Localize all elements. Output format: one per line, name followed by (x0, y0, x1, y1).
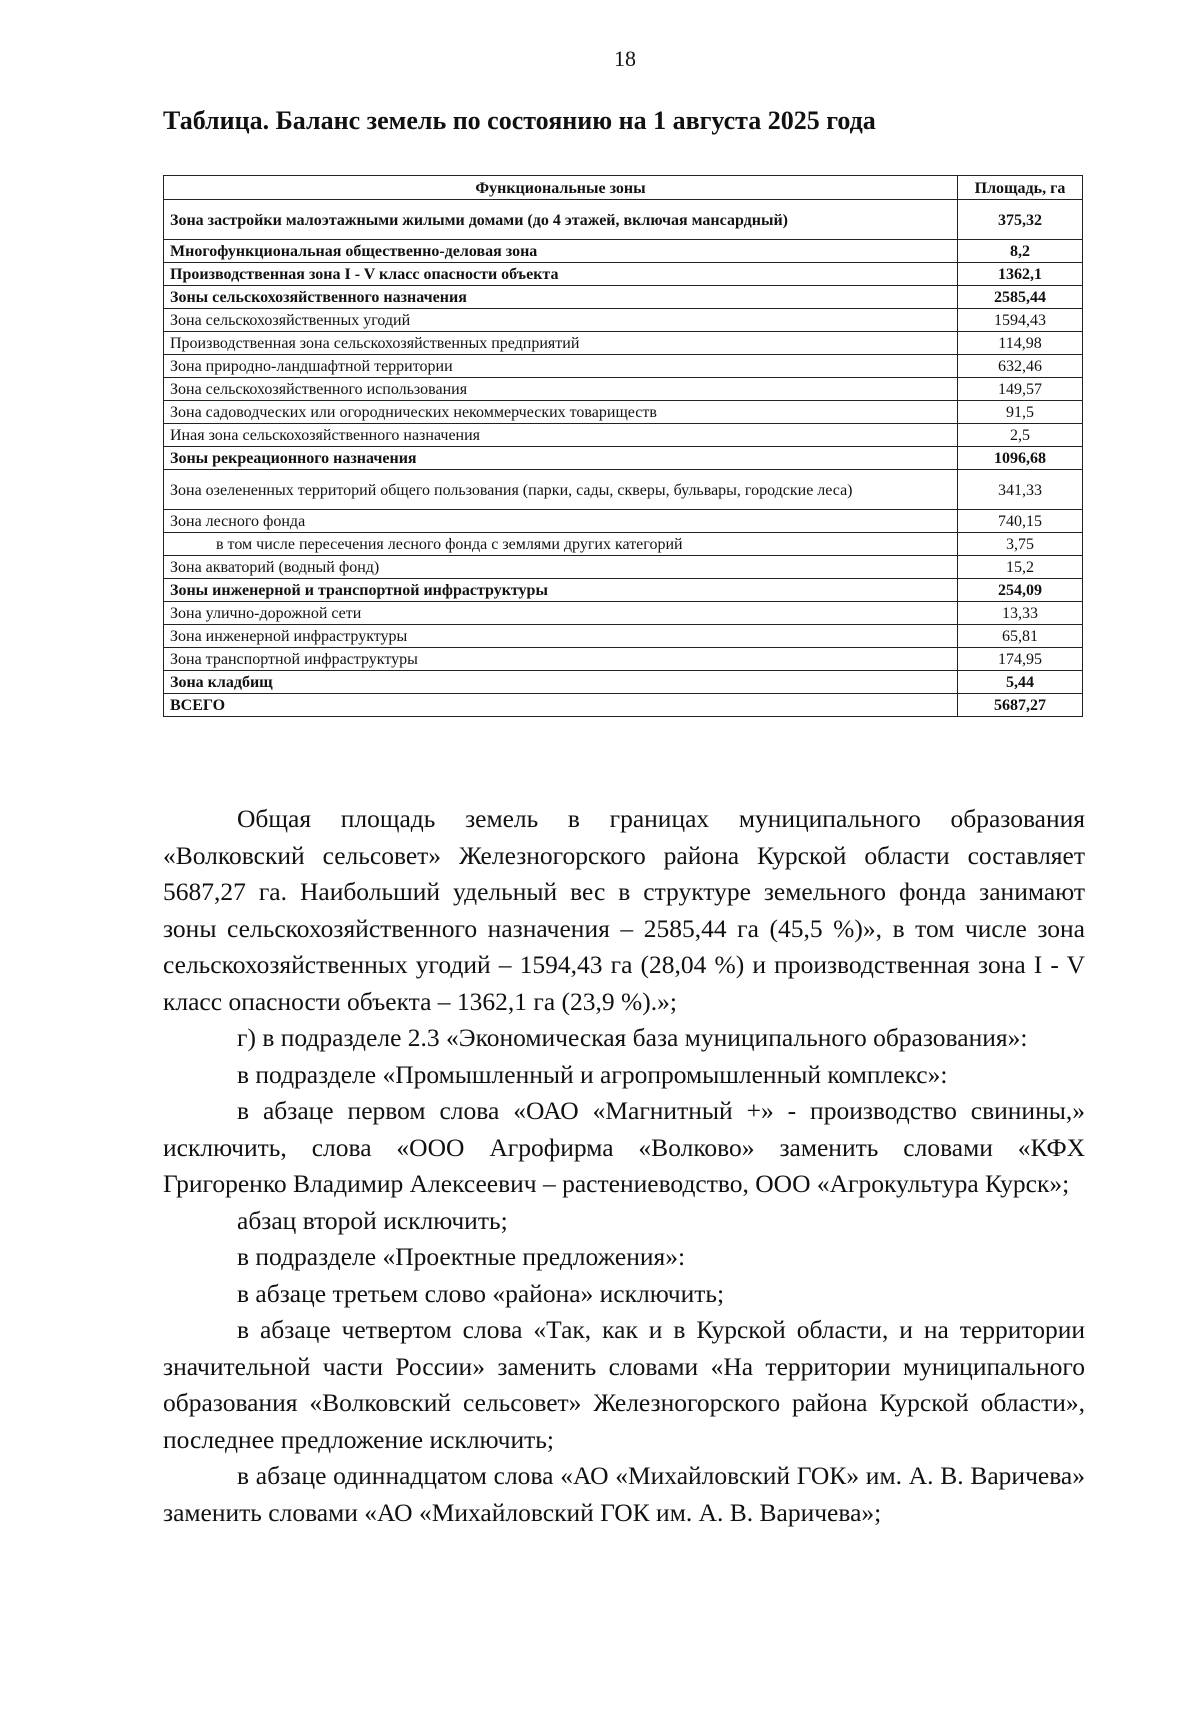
table-row (164, 332, 1083, 355)
table-row (164, 286, 1083, 309)
zone-name-cell: Зоны сельскохозяйственного назначения (164, 286, 958, 309)
table-row (164, 401, 1083, 424)
zone-area-cell: 174,95 (958, 648, 1083, 671)
table-body (164, 200, 1083, 717)
table-row (164, 694, 1083, 717)
table-row (164, 648, 1083, 671)
header-zones: Функциональные зоны (164, 176, 958, 200)
body-paragraph: в абзаце третьем слово «района» исключить; (237, 1278, 725, 1308)
table-row (164, 240, 1083, 263)
zone-name-cell: Зона лесного фонда (164, 510, 958, 533)
zone-area-cell: 5687,27 (958, 694, 1083, 717)
header-area: Площадь, га (958, 176, 1083, 200)
zone-name-cell: Зона улично-дорожной сети (164, 602, 958, 625)
zone-area-cell: 114,98 (958, 332, 1083, 355)
zone-name-cell: Производственная зона I - V класс опасности объекта (164, 263, 958, 286)
zone-name-cell: Зона акваторий (водный фонд) (164, 556, 958, 579)
zone-name-cell: Зона кладбищ (164, 671, 958, 694)
table-row (164, 378, 1083, 401)
table-row (164, 200, 1083, 240)
zone-area-cell: 1594,43 (958, 309, 1083, 332)
zone-area-cell: 13,33 (958, 602, 1083, 625)
zone-area-cell: 5,44 (958, 671, 1083, 694)
zone-name-cell: Многофункциональная общественно-деловая зона (164, 240, 958, 263)
zone-name-cell: Иная зона сельскохозяйственного назначения (164, 424, 958, 447)
table-row (164, 424, 1083, 447)
zone-name-cell: в том числе пересечения лесного фонда с землями других категорий (164, 533, 958, 556)
body-paragraph: в подразделе «Проектные предложения»: (237, 1242, 686, 1271)
zone-name-cell: Зона садоводческих или огороднических некоммерческих товариществ (164, 401, 958, 424)
body-paragraph: Общая площадь земель в границах муниципального образования «Волковский сельсовет» Железногорского района Курской области составляет 5687,27 га. Наибольший удельный вес в структуре земельного фонда занимают зоны сельскохозяйственного назначения – 2585,44 га (45,5 %)», в том числе зона сельскохозяйственных угодий – 1594,43 га (28,04 %) и производственная зона I - V класс опасности объекта – 1362,1 га (23,9 %).»; (163, 804, 1085, 1016)
zone-area-cell: 341,33 (958, 470, 1083, 510)
zone-area-cell: 1096,68 (958, 447, 1083, 470)
zone-area-cell: 2585,44 (958, 286, 1083, 309)
zone-area-cell: 254,09 (958, 579, 1083, 602)
table-row (164, 602, 1083, 625)
table-row (164, 533, 1083, 556)
zone-area-cell: 15,2 (958, 556, 1083, 579)
table-row (164, 447, 1083, 470)
zone-area-cell: 1362,1 (958, 263, 1083, 286)
body-paragraph: г) в подразделе 2.3 «Экономическая база муниципального образования»: (237, 1023, 1028, 1052)
zone-name-cell: Зона природно-ландшафтной территории (164, 355, 958, 378)
table-row (164, 556, 1083, 579)
table-row (164, 355, 1083, 378)
zone-name-cell: Зона застройки малоэтажными жилыми домами (до 4 этажей, включая мансардный) (164, 200, 958, 240)
zone-name-cell: Зоны инженерной и транспортной инфраструктуры (164, 579, 958, 602)
table-row (164, 263, 1083, 286)
table-row (164, 510, 1083, 533)
table-row (164, 671, 1083, 694)
body-paragraph: абзац второй исключить; (237, 1205, 508, 1235)
body-paragraph: в абзаце первом слова «ОАО «Магнитный +» - производство свинины,» исключить, слова «ООО Агрофирма «Волково» заменить словами «КФХ Григоренко Владимир Алексеевич – растениеводство, ООО «Агрокультура Курск»; (163, 1096, 1085, 1198)
body-paragraph: в абзаце четвертом слова «Так, как и в Курской области, и на территории значительной части России» заменить словами «На территории муниципального образования «Волковский сельсовет» Железногорского района Курской области», последнее предложение исключить; (163, 1315, 1085, 1454)
zone-area-cell: 2,5 (958, 424, 1083, 447)
table-header-row (164, 176, 1083, 200)
zone-name-cell: Зоны рекреационного назначения (164, 447, 958, 470)
body-text (163, 801, 1085, 1531)
page-number: 18 (614, 46, 636, 71)
zone-area-cell: 375,32 (958, 200, 1083, 240)
zone-area-cell: 3,75 (958, 533, 1083, 556)
zone-area-cell: 91,5 (958, 401, 1083, 424)
table-row (164, 579, 1083, 602)
table-row (164, 625, 1083, 648)
zone-name-cell: ВСЕГО (164, 694, 958, 717)
zone-area-cell: 65,81 (958, 625, 1083, 648)
zone-area-cell: 149,57 (958, 378, 1083, 401)
zone-area-cell: 740,15 (958, 510, 1083, 533)
zone-name-cell: Зона инженерной инфраструктуры (164, 625, 958, 648)
table-row (164, 470, 1083, 510)
zone-name-cell: Зона озелененных территорий общего пользования (парки, сады, скверы, бульвары, городские леса) (164, 470, 958, 510)
zone-name-cell: Зона транспортной инфраструктуры (164, 648, 958, 671)
zone-area-cell: 8,2 (958, 240, 1083, 263)
table-title: Таблица. Баланс земель по состоянию на 1 августа 2025 года (163, 106, 876, 135)
zone-name-cell: Зона сельскохозяйственного использования (164, 378, 958, 401)
zone-name-cell: Производственная зона сельскохозяйственных предприятий (164, 332, 958, 355)
table-row (164, 309, 1083, 332)
zone-area-cell: 632,46 (958, 355, 1083, 378)
land-balance-table (163, 175, 1083, 717)
zone-name-cell: Зона сельскохозяйственных угодий (164, 309, 958, 332)
body-paragraph: в подразделе «Промышленный и агропромышленный комплекс»: (237, 1059, 948, 1089)
body-paragraph: в абзаце одиннадцатом слова «АО «Михайловский ГОК» им. А. В. Варичева» заменить словами «АО «Михайловский ГОК им. А. В. Варичева»; (163, 1461, 1085, 1527)
